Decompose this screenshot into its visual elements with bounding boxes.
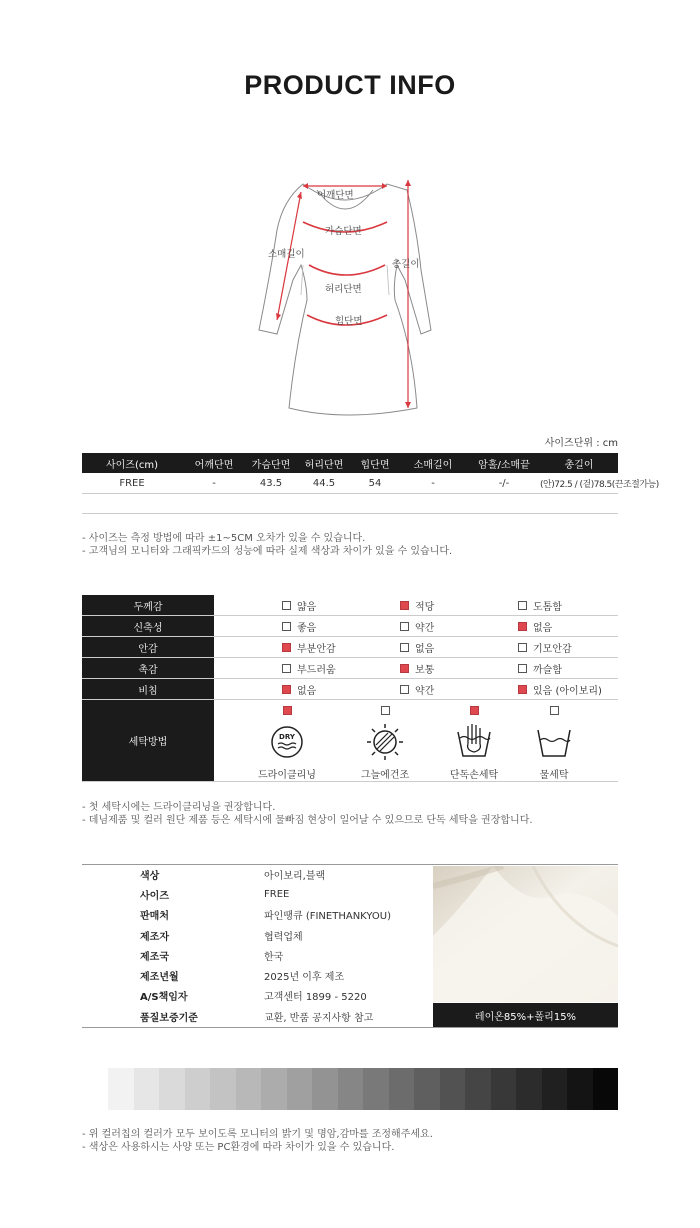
detail-key: 색상 (140, 870, 160, 882)
feature-option (518, 658, 562, 678)
dress-outline (245, 170, 445, 420)
checked-box-icon (518, 685, 527, 694)
detail-key: 제조자 (140, 931, 169, 943)
size-header-cell: 사이즈(cm) (105, 459, 159, 471)
feature-option-label: 도톰함 (533, 601, 562, 613)
feature-option (400, 679, 434, 699)
gray-swatch (210, 1068, 236, 1110)
detail-key: 판매처 (140, 911, 169, 923)
gray-swatch (465, 1068, 491, 1110)
note-line: - 첫 세탁시에는 드라이클리닝을 권장합니다. (82, 802, 276, 813)
size-cell: - (431, 477, 435, 489)
size-cell: (안)72.5 / (겉)78.5(끈조절가능) (540, 479, 659, 490)
detail-value: 교환, 반품 공지사항 참고 (264, 1012, 374, 1024)
note-line: - 고객님의 모니터와 그래픽카드의 성능에 따라 실제 색상과 차이가 있을 수 있습니다. (82, 546, 453, 557)
page-title: PRODUCT INFO (244, 70, 456, 100)
note-line: - 사이즈는 측정 방법에 따라 ±1~5CM 오차가 있을 수 있습니다. (82, 533, 366, 544)
gray-swatch (389, 1068, 415, 1110)
feature-option (518, 679, 602, 699)
label-shoulder: 어깨단면 (317, 190, 354, 201)
detail-value: 한국 (264, 951, 284, 963)
grayscale-chart (108, 1068, 618, 1110)
size-cell: FREE (119, 477, 145, 489)
size-table-header (82, 453, 618, 473)
feature-option (518, 595, 562, 615)
size-cell: -/- (498, 477, 510, 489)
wash-method (434, 700, 514, 782)
note-line: - 데님제품 및 컬러 원단 제품 등은 세탁시에 물빠짐 현상이 일어날 수 있으므로 단독 세탁을 권장합니다. (82, 815, 533, 826)
feature-row (82, 679, 618, 700)
feature-option (282, 679, 316, 699)
detail-value: 2025년 이후 제조 (264, 972, 345, 984)
detail-value: 아이보리,블랙 (264, 870, 326, 882)
feature-option (518, 637, 572, 657)
gray-swatch (261, 1068, 287, 1110)
detail-value: 파인땡큐 (FINETHANKYOU) (264, 911, 392, 923)
wash-method (247, 700, 327, 782)
feature-option-label: 좋음 (297, 622, 317, 634)
feature-option-label: 없음 (533, 622, 553, 634)
feature-option-label: 적당 (415, 601, 435, 613)
size-table (82, 453, 659, 493)
divider (82, 493, 618, 494)
feature-row (82, 595, 618, 616)
gray-swatch (108, 1068, 134, 1110)
unchecked-box-icon (518, 664, 527, 673)
size-notes (82, 532, 452, 558)
detail-key: A/S책임자 (140, 992, 188, 1004)
gray-swatch (338, 1068, 364, 1110)
dry-clean-icon (267, 722, 307, 762)
gray-swatch (363, 1068, 389, 1110)
feature-option-label: 약간 (415, 622, 435, 634)
feature-label: 세탁방법 (82, 700, 214, 781)
checked-box-icon (283, 706, 292, 715)
feature-label: 비침 (82, 679, 214, 699)
feature-option-label: 보통 (415, 664, 435, 676)
feature-option-label: 부드러움 (297, 664, 336, 676)
dress-diagram (245, 170, 445, 420)
size-header-cell: 허리단면 (304, 459, 344, 471)
unchecked-box-icon (282, 664, 291, 673)
feature-option (282, 637, 336, 657)
wash-method (514, 700, 594, 782)
fabric-composition: 레이온85%+폴리15% (433, 1003, 618, 1027)
wash-notes (82, 801, 533, 827)
checked-box-icon (518, 622, 527, 631)
unchecked-box-icon (400, 685, 409, 694)
wash-method (345, 700, 425, 782)
size-header-cell: 가슴단면 (251, 459, 291, 471)
gray-swatch (312, 1068, 338, 1110)
gray-swatch (159, 1068, 185, 1110)
wash-row (82, 700, 618, 782)
shade-dry-icon (365, 722, 405, 762)
size-header-cell: 힙단면 (360, 459, 390, 471)
feature-row (82, 658, 618, 679)
detail-value: 협력업체 (264, 931, 303, 943)
feature-row (82, 637, 618, 658)
feature-option-label: 없음 (297, 685, 317, 697)
size-header-cell: 소매길이 (413, 459, 453, 471)
checked-box-icon (470, 706, 479, 715)
gray-swatch (542, 1068, 568, 1110)
feature-option (400, 658, 434, 678)
feature-option (400, 616, 434, 636)
feature-option (518, 616, 552, 636)
detail-key: 제조년월 (140, 972, 179, 984)
size-unit-note: 사이즈단위 : cm (544, 438, 618, 449)
feature-option-label: 없음 (415, 643, 435, 655)
detail-key: 품질보증기준 (140, 1012, 198, 1024)
feature-label: 두께감 (82, 595, 214, 615)
checked-box-icon (282, 685, 291, 694)
label-sleeve: 소매길이 (268, 249, 305, 260)
label-total: 총길이 (392, 259, 420, 270)
gray-swatch (185, 1068, 211, 1110)
hand-wash-icon (454, 722, 494, 762)
checked-box-icon (282, 643, 291, 652)
detail-key: 제조국 (140, 951, 169, 963)
feature-option (400, 637, 434, 657)
feature-option (282, 658, 336, 678)
gray-swatch (287, 1068, 313, 1110)
checked-box-icon (400, 664, 409, 673)
gray-swatch (414, 1068, 440, 1110)
unchecked-box-icon (550, 706, 559, 715)
feature-option-label: 약간 (415, 685, 435, 697)
water-wash-icon (534, 722, 574, 762)
divider (82, 1027, 618, 1028)
size-header-cell: 암홀/소매끝 (478, 459, 530, 471)
unchecked-box-icon (282, 601, 291, 610)
gray-swatch (593, 1068, 619, 1110)
feature-option-label: 까슬함 (533, 664, 562, 676)
gray-swatch (134, 1068, 160, 1110)
feature-option-label: 있음 (아이보리) (533, 685, 602, 697)
wash-method-label: 드라이클리닝 (258, 770, 316, 781)
svg-text:DRY: DRY (279, 733, 295, 741)
label-hip: 힙단면 (335, 316, 363, 327)
detail-value: 고객센터 1899 - 5220 (264, 992, 367, 1004)
feature-label: 안감 (82, 637, 214, 657)
wash-method-label: 그늘에건조 (360, 770, 410, 781)
gray-swatch (236, 1068, 262, 1110)
size-header-cell: 어깨단면 (194, 459, 234, 471)
fabric-texture-image (433, 866, 618, 1002)
label-chest: 가슴단면 (325, 226, 362, 237)
wash-method-label: 단독손세탁 (449, 770, 499, 781)
gray-swatch (491, 1068, 517, 1110)
note-line: - 위 컬러칩의 컬러가 모두 보이도록 모니터의 밝기 및 명암,감마를 조정해주세요. (82, 1129, 433, 1140)
unchecked-box-icon (518, 643, 527, 652)
detail-key: 사이즈 (140, 890, 169, 902)
size-cell: 54 (368, 477, 382, 489)
size-cell: 43.5 (259, 477, 283, 489)
color-notes (82, 1128, 433, 1154)
feature-option-label: 기모안감 (533, 643, 572, 655)
divider (82, 513, 618, 514)
unchecked-box-icon (381, 706, 390, 715)
fabric-photo (433, 866, 618, 1002)
unchecked-box-icon (400, 622, 409, 631)
feature-option (282, 595, 316, 615)
gray-swatch (567, 1068, 593, 1110)
feature-option-label: 얇음 (297, 601, 317, 613)
checked-box-icon (400, 601, 409, 610)
wash-method-label: 물세탁 (539, 770, 569, 781)
size-table-row (82, 473, 659, 493)
size-cell: - (212, 477, 216, 489)
feature-label: 신축성 (82, 616, 214, 636)
unchecked-box-icon (400, 643, 409, 652)
gray-swatch (440, 1068, 466, 1110)
feature-row (82, 616, 618, 637)
feature-table (82, 595, 618, 782)
feature-option-label: 부분안감 (297, 643, 336, 655)
label-waist: 허리단면 (325, 284, 362, 295)
gray-swatch (516, 1068, 542, 1110)
feature-option (400, 595, 434, 615)
size-header-cell: 총길이 (564, 459, 594, 471)
feature-label: 촉감 (82, 658, 214, 678)
feature-option (282, 616, 316, 636)
size-cell: 44.5 (312, 477, 336, 489)
detail-value: FREE (264, 888, 290, 900)
unchecked-box-icon (282, 622, 291, 631)
note-line: - 색상은 사용하시는 사양 또는 PC환경에 따라 차이가 있을 수 있습니다. (82, 1142, 395, 1153)
unchecked-box-icon (518, 601, 527, 610)
